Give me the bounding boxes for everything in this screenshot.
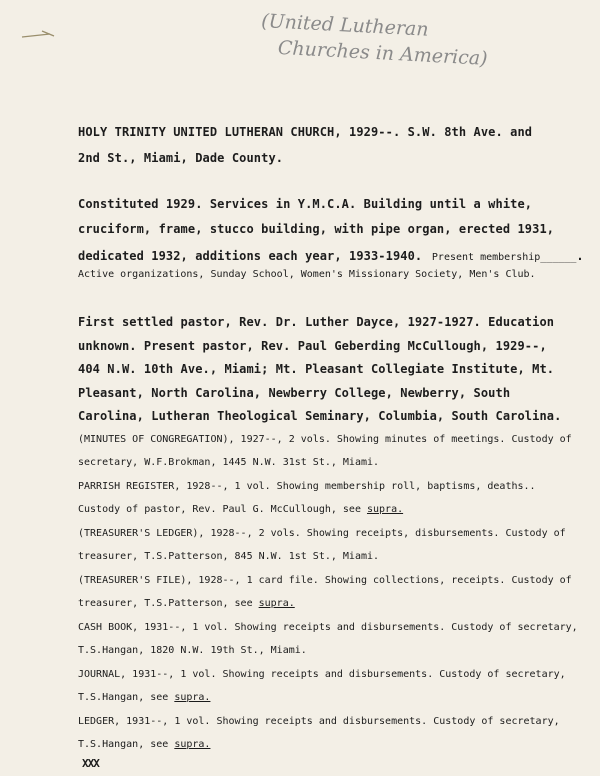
record-line: Custody of pastor, Rev. Paul G. McCullough, see supra. [78, 504, 404, 515]
supra-reference: supra. [366, 504, 404, 515]
heading-line: 2nd St., Miami, Dade County. [78, 151, 284, 165]
history-membership-line [78, 245, 584, 264]
record-line: (TREASURER'S FILE), 1928--, 1 card file. Showing collections, receipts. Custody of [78, 575, 572, 586]
record-line: treasurer, T.S.Patterson, 845 N.W. 1st St., Miami. [78, 551, 380, 562]
record-line: secretary, W.F.Brokman, 1445 N.W. 31st St., Miami. [78, 457, 380, 468]
pencil-mark [20, 28, 58, 42]
pastor-line: Pleasant, North Carolina, Newberry College, Newberry, South [78, 386, 511, 400]
record-line: CASH BOOK, 1931--, 1 vol. Showing receipts and disbursements. Custody of secretary, [78, 622, 578, 633]
page-folio: XXX [82, 757, 99, 770]
organizations-line: Active organizations, Sunday School, Women's Missionary Society, Men's Club. [78, 269, 536, 280]
supra-reference: supra. [174, 739, 211, 750]
handwritten-line: (United Lutheran [260, 9, 430, 41]
membership-label: Present membership [431, 252, 541, 263]
record-line: T.S.Hangan, see supra. [78, 692, 211, 703]
record-line: treasurer, T.S.Patterson, see supra. [78, 598, 295, 609]
record-line: T.S.Hangan, see supra. [78, 739, 211, 750]
history-line: Constituted 1929. Services in Y.M.C.A. Building until a white, [78, 197, 533, 211]
record-line: T.S.Hangan, 1820 N.W. 19th St., Miami. [78, 645, 307, 656]
record-line: (TREASURER'S LEDGER), 1928--, 2 vols. Showing receipts, disbursements. Custody of [78, 528, 566, 539]
heading-line: HOLY TRINITY UNITED LUTHERAN CHURCH, 1929--. S.W. 8th Ave. and [78, 125, 533, 139]
pastor-line: Carolina, Lutheran Theological Seminary, Columbia, South Carolina. [78, 409, 562, 423]
history-line: cruciform, frame, stucco building, with pipe organ, erected 1931, [78, 222, 555, 236]
supra-reference: supra. [258, 598, 295, 609]
membership-blank: ______ [540, 252, 577, 263]
record-line: JOURNAL, 1931--, 1 vol. Showing receipts and disbursements. Custody of secretary, [78, 669, 566, 680]
handwritten-annotation [259, 8, 489, 72]
supra-reference: supra. [174, 692, 211, 703]
handwritten-line: Churches in America) [277, 36, 489, 70]
pastor-line: unknown. Present pastor, Rev. Paul Geberding McCullough, 1929--, [78, 339, 547, 353]
record-line: PARRISH REGISTER, 1928--, 1 vol. Showing membership roll, baptisms, deaths.. [78, 481, 536, 492]
membership-end: . [576, 249, 584, 263]
record-line: (MINUTES OF CONGREGATION), 1927--, 2 vols. Showing minutes of meetings. Custody of [78, 434, 572, 445]
history-line: dedicated 1932, additions each year, 1933-1940. [78, 249, 423, 263]
pastor-line: 404 N.W. 10th Ave., Miami; Mt. Pleasant Collegiate Institute, Mt. [78, 362, 555, 376]
record-line: LEDGER, 1931--, 1 vol. Showing receipts and disbursements. Custody of secretary, [78, 716, 560, 727]
pastor-line: First settled pastor, Rev. Dr. Luther Dayce, 1927-1927. Education [78, 315, 555, 329]
